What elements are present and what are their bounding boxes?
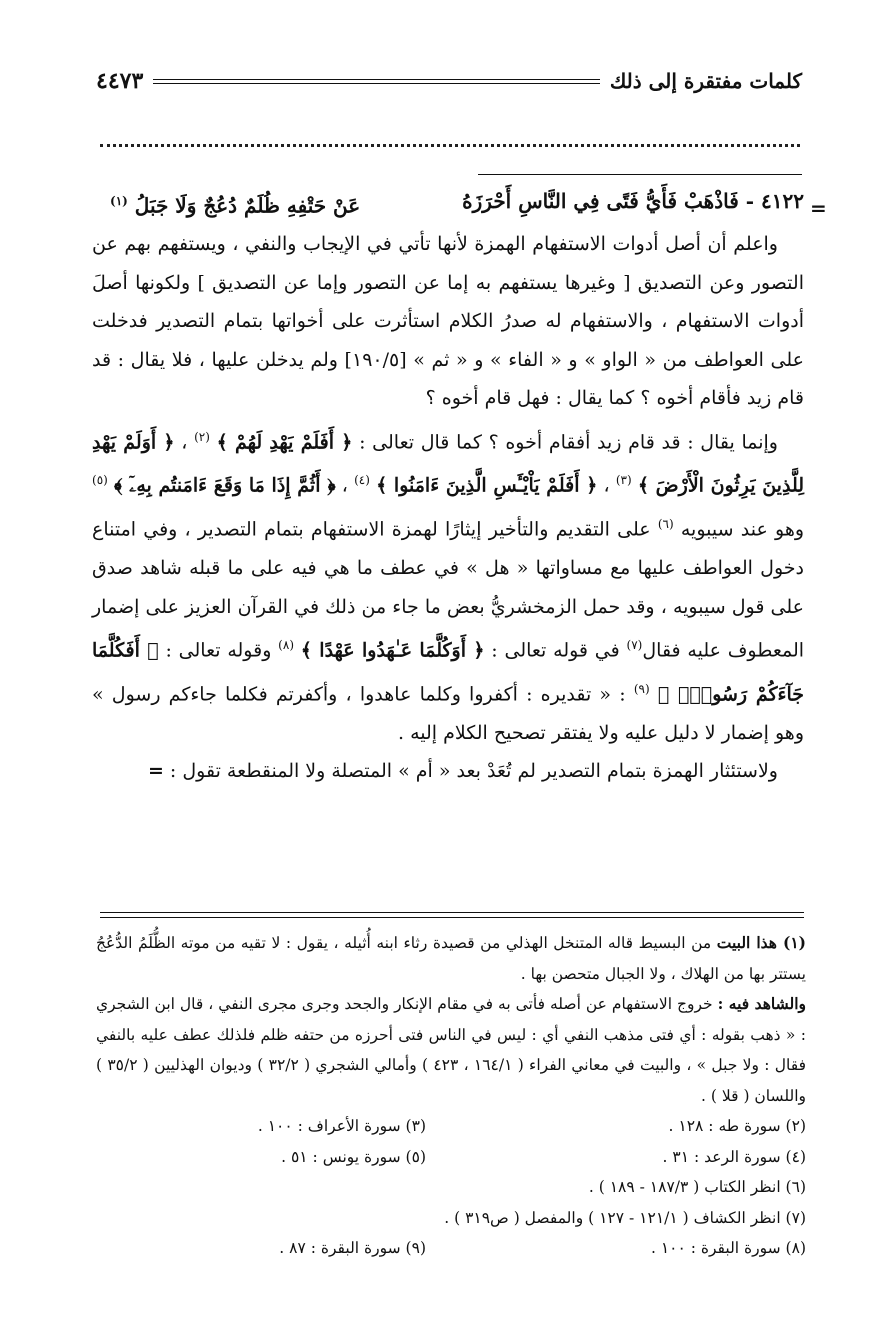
dotted-separator xyxy=(100,134,800,147)
footnote-1-label: (١) هذا البيت xyxy=(716,933,806,952)
continuation-mark-left: = xyxy=(147,760,164,783)
p2-text-b: وهو عند سيبويه xyxy=(680,518,805,541)
continuation-mark-right: = xyxy=(810,196,827,220)
footnote-separator-thin xyxy=(100,917,804,918)
footnote-ref-3: (٣) xyxy=(615,473,632,488)
p2-text-a: وإنما يقال : قد قام زيد أفقام أخوه ؟ كما قال تعالى : xyxy=(359,430,778,453)
footnote-5: (٥) سورة يونس : ٥١ . xyxy=(281,1147,426,1166)
footnote-1-text: من البسيط قاله المتنخل الهذلي من قصيدة رثاء ابنه أُثيله ، يقول : لا تقيه من موته الظُّلَمُ الدُّعُجُ يستتر بها من الهلاك ، ولا الجبال متحصن بها . xyxy=(96,934,806,983)
main-text xyxy=(92,182,804,791)
paragraph-2: وإنما يقال : قد قام زيد أفقام أخوه ؟ كما قال تعالى : ﴿ أَفَلَمْ يَهْدِ لَهُمْ ﴾ $^{(٢)}$ ، ﴿ أَوَلَمْ يَهْدِ لِلَّذِينَ يَرِثُونَ الْأَرْضَ ﴾ $^{(٣)}$ ، ﴿ أَفَلَمْ يَاْيْـَٔسِ الَّذِينَ ءَامَنُوا ﴾ $^{(٤)}$ ، ﴿ أَثُمَّ إِذَا مَا وَقَعَ ءَامَنتُم بِهِۦٓ ﴾ $^{(٥)}$ وهو عند سيبويه $^{(٦)}$ على التقديم والتأخير إيثارًا لهمزة الاستفهام بتمام التصدير ، وفي امتناع دخول العواطف عليها مع مساواتها « هل » في عطف ما هي فيه على ما قبله شاهد صدق على قول سيبويه ، وقد حمل الزمخشريُّ بعض ما جاء من ذلك في القرآن العزيز على إضمار المعطوف عليه فقال$^{(٧)}$ في قوله تعالى : ﴿ أَوَكُلَّمَا عَـٰهَدُوا عَهْدًا ﴾ $^{(٨)}$ وقوله تعالى : ﴿ أَفَكُلَّمَا جَآءَكُمْ رَسُولٌۢ ﴾ $^{(٩)}$ : « تقديره : أكفروا وكلما عاهدوا ، وأكفرتم فكلما جاءكم رسول » وهو إضمار لا دليل عليه ولا يفتقر تصحيح الكلام إليه . xyxy=(92,429,805,744)
footnote-1-witness xyxy=(96,989,806,1111)
footnotes xyxy=(96,928,806,1264)
p2-text-c: على التقديم والتأخير إيثارًا لهمزة الاستفهام بتمام التصدير ، وفي امتناع دخول العواطف عليها مع مساواتها « هل » في عطف ما هي فيه على ما قبله شاهد صدق على قول سيبويه ، وقد حمل الزمخشريُّ بعض ما جاء من ذلك في القرآن العزيز على إضمار المعطوف عليه فقال xyxy=(92,518,805,662)
quran-quote-2: ﴿ أَوَلَمْ يَهْدِ لِلَّذِينَ يَرِثُونَ الْأَرْضَ ﴾ xyxy=(92,430,805,497)
quran-quote-4: ﴿ أَثُمَّ إِذَا مَا وَقَعَ ءَامَنتُم بِهِۦٓ ﴾ xyxy=(113,474,336,497)
footnote-8: (٨) سورة البقرة : ١٠٠ . xyxy=(650,1239,806,1257)
verse-rule xyxy=(478,174,802,175)
footnote-2: (٢) سورة طه : ١٢٨ . xyxy=(668,1117,806,1135)
footnote-7: (٧) انظر الكشاف ( ١٢١/١ - ١٢٧ ) والمفصل ( ص٣١٩ ) . xyxy=(444,1208,806,1227)
paragraph-3 xyxy=(92,752,804,791)
footnote-ref-9: (٩) xyxy=(633,681,650,696)
header-rule xyxy=(153,79,600,84)
footnote-ref-4: (٤) xyxy=(354,473,370,488)
quran-quote-1: ﴿ أَفَلَمْ يَهْدِ لَهُمْ ﴾ xyxy=(216,430,353,453)
footnote-1-witness-label: والشاهد فيه : xyxy=(717,994,806,1013)
footnote-row-8-9 xyxy=(96,1233,806,1264)
p2-text-f: : « تقديره : أكفروا وكلما عاهدوا ، وأكفرتم فكلما جاءكم رسول » وهو إضمار لا دليل عليه ولا يفتقر تصحيح الكلام إليه . xyxy=(92,683,804,744)
footnote-3: (٣) سورة الأعراف : ١٠٠ . xyxy=(257,1117,426,1135)
p3-text: ولاستئثار الهمزة بتمام التصدير لم تُعَدْ بعد « أم » المتصلة ولا المنقطعة تقول : xyxy=(169,760,778,783)
paragraph-1: واعلم أن أصل أدوات الاستفهام الهمزة لأنها تأتي في الإيجاب والنفي ، ويستفهم بهم عن التصور وعن التصديق [ وغيرها يستفهم به إما عن التصور وإما عن التصديق ] ولكونها أصلَ أدوات الاستفهام ، والاستفهام له صدرُ الكلام استأثرت على أخواتها بتمام التصدير فدخلت على العواطف من « الواو » و « الفاء » و « ثم » [١٩٠/٥] ولم يدخلن عليها ، فلا يقال : قد قام زيد فأقام أخوه ؟ كما يقال : فهل قام أخوه ؟ xyxy=(92,233,804,410)
footnote-9: (٩) سورة البقرة : ٨٧ . xyxy=(279,1239,426,1257)
page-number: ٤٤٧٣ xyxy=(96,68,144,94)
footnote-1-witness-text: خروج الاستفهام عن أصله فأتى به في مقام الإنكار والجحد وجرى مجرى النفي ، قال ابن الشجري : « ذهب بقوله : أي فتى مذهب النفي أي : ليس في الناس فتى أحرزه من حتفه ظلم فلذلك عطف عليه بالنفي فقال : ولا جبل » ، والبيت في معاني الفراء ( ١٦٤/١ ، ٤٢٣ ) وأمالي الشجري ( ٣٢/٢ ) وديوان الهذليين ( ٣٥/٢ ) واللسان ( قلا ) . xyxy=(96,995,807,1105)
footnote-separator xyxy=(100,912,804,913)
quran-quote-3: ﴿ أَفَلَمْ يَاْيْـَٔسِ الَّذِينَ ءَامَنُوا ﴾ xyxy=(376,474,598,497)
footnote-row-2-3 xyxy=(96,1111,806,1142)
p2-text-d: في قوله تعالى : xyxy=(491,639,620,662)
verse-first-half xyxy=(462,182,804,225)
p2-text-e: وقوله تعالى : xyxy=(165,639,272,662)
poetry-verse xyxy=(92,182,804,225)
footnote-1 xyxy=(96,928,806,989)
footnote-row-4-5 xyxy=(96,1142,806,1173)
footnote-ref-6: (٦) xyxy=(657,517,674,532)
footnote-ref-7: (٧) xyxy=(626,638,643,653)
verse-number: ٤١٢٢ - xyxy=(745,189,804,213)
verse-hemistich-1: فَاذْهَبْ فَأَيُّ فَتًى فِي النَّاسِ أَحْرَزَهُ xyxy=(462,189,739,213)
quran-quote-5: ﴿ أَوَكُلَّمَا عَـٰهَدُوا عَهْدًا ﴾ xyxy=(300,639,485,662)
footnote-ref-8: (٨) xyxy=(278,638,294,653)
footnote-4: (٤) سورة الرعد : ٣١ . xyxy=(662,1147,806,1166)
quran-quote-6: ﴿ أَفَكُلَّمَا جَآءَكُمْ رَسُولٌۢ ﴾ xyxy=(92,639,805,706)
running-header xyxy=(96,64,802,98)
header-title: كلمات مفتقرة إلى ذلك xyxy=(609,69,802,93)
footnote-ref-5: (٥) xyxy=(92,473,108,488)
verse-second-half xyxy=(92,182,360,225)
footnote-6: (٦) انظر الكتاب ( ١٨٧/٣ - ١٨٩ ) . xyxy=(588,1178,806,1196)
footnote-ref-2: (٢) xyxy=(194,429,210,444)
verse-hemistich-2: عَنْ حَتْفِهِ ظُلَمٌ دُعُجٌ وَلَا جَبَلُ xyxy=(134,193,361,218)
footnote-ref-1: (١) xyxy=(110,194,128,208)
